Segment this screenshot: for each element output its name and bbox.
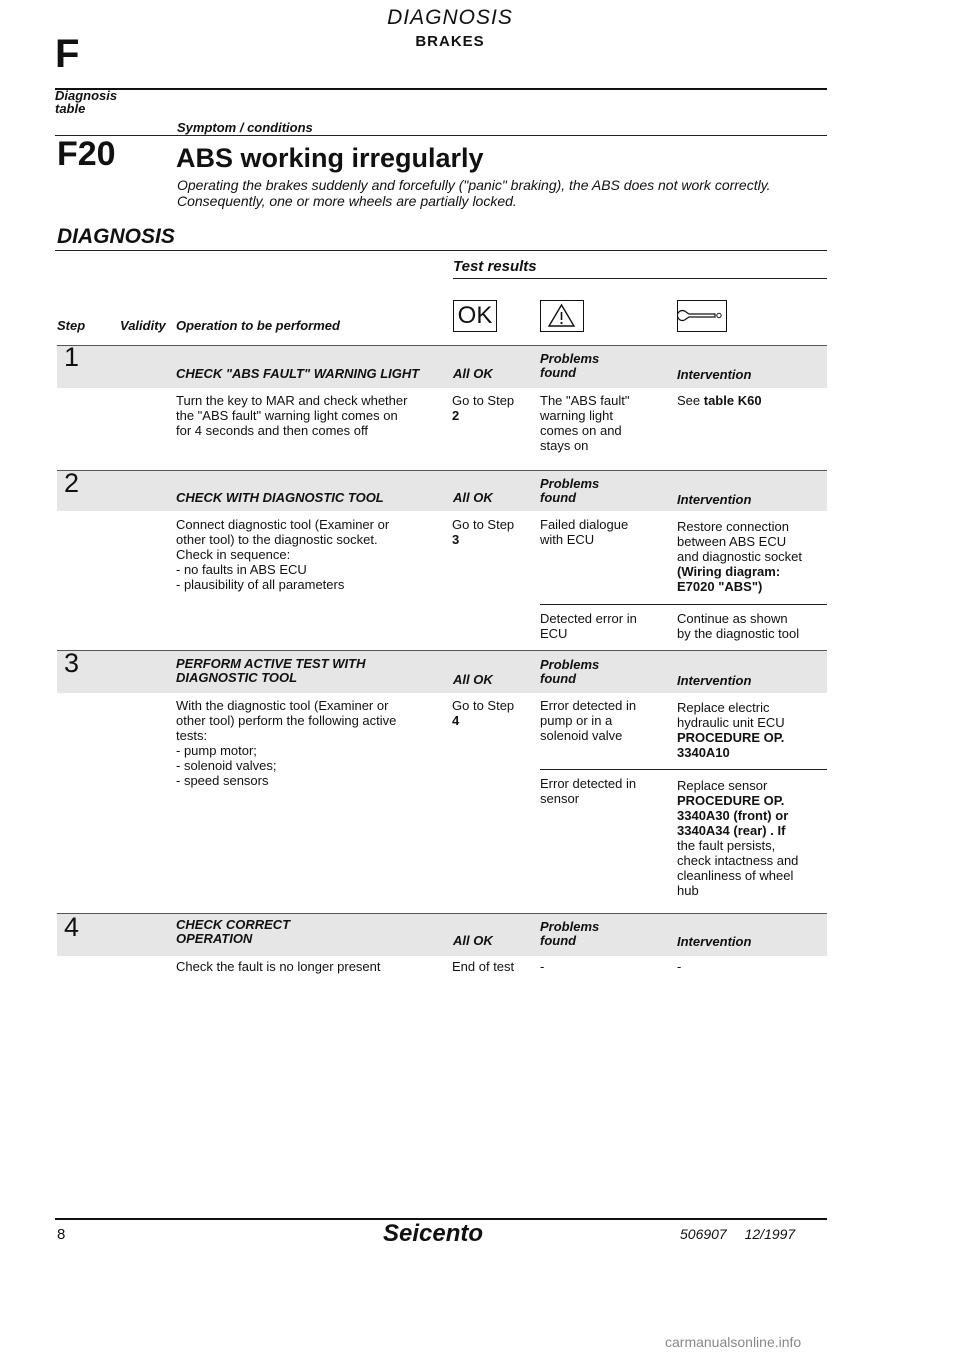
wrench-icon: [677, 300, 727, 332]
step-3-number: 3: [64, 648, 80, 678]
intervention-reference: table K60: [703, 393, 762, 408]
operation-line: the "ABS fault" warning light comes on: [176, 408, 398, 423]
document-code: [680, 1226, 795, 1242]
step-4-number: 4: [64, 912, 80, 942]
intervention-line: PROCEDURE OP.: [677, 793, 785, 808]
step-3-problem-divider: [540, 769, 827, 770]
intervention-line: the fault persists,: [677, 838, 776, 853]
step-2-problem-2-found: [540, 611, 637, 641]
intervention-line: hub: [677, 883, 699, 898]
intervention-line: PROCEDURE OP.: [677, 730, 785, 745]
intervention-line: check intactness and: [677, 853, 799, 868]
ok-step-number: 2: [452, 408, 460, 423]
operation-line: - no faults in ABS ECU: [176, 562, 307, 577]
operation-line: Check the fault is no longer present: [176, 959, 381, 974]
ok-step-number: 3: [452, 532, 460, 547]
step-3-heading: [176, 657, 365, 685]
step-4-intervention-label: Intervention: [677, 934, 752, 949]
operation-line: for 4 seconds and then comes off: [176, 423, 368, 438]
test-results-rule: [453, 278, 827, 279]
ok-icon-label: OK: [457, 302, 493, 329]
step-4-operation: [176, 959, 381, 974]
diagnosis-table-label: [55, 89, 117, 115]
diagnosis-table-label-line2: table: [55, 101, 86, 116]
problems-line2: found: [540, 365, 577, 380]
problem-line: Error detected in: [540, 776, 637, 791]
ok-icon: [453, 300, 497, 332]
operation-line: other tool) perform the following active: [176, 713, 397, 728]
intervention-line: Restore connection: [677, 519, 790, 534]
problem-line: with ECU: [540, 532, 595, 547]
heading-line: DIAGNOSTIC TOOL: [176, 670, 298, 685]
step-1-all-ok-label: All OK: [453, 366, 493, 381]
test-results-heading: Test results: [453, 258, 537, 275]
doc-code: 506907: [680, 1226, 727, 1242]
column-validity: Validity: [120, 318, 166, 333]
operation-line: Check in sequence:: [176, 547, 291, 562]
intervention-line: Replace sensor: [677, 778, 768, 793]
problems-line1: Problems: [540, 351, 600, 366]
intervention-line: Continue as shown: [677, 611, 788, 626]
header-rule: [55, 88, 827, 90]
step-3-operation: [176, 698, 396, 788]
diagnosis-heading: DIAGNOSIS: [57, 225, 175, 248]
ok-line: End of test: [452, 959, 515, 974]
step-2-number: 2: [64, 468, 80, 498]
step-2-ok-result: [452, 517, 514, 547]
operation-line: tests:: [176, 728, 208, 743]
problems-line1: Problems: [540, 657, 600, 672]
brand-logo: Seicento: [383, 1220, 484, 1247]
problem-line: stays on: [540, 438, 589, 453]
heading-line: PERFORM ACTIVE TEST WITH: [176, 656, 366, 671]
problems-line1: Problems: [540, 919, 600, 934]
step-2-all-ok-label: All OK: [453, 490, 493, 505]
operation-line: Turn the key to MAR and check whether: [176, 393, 408, 408]
doc-date: 12/1997: [744, 1226, 796, 1242]
section-letter: F: [55, 32, 80, 76]
step-3-problem-1-found: [540, 698, 636, 743]
operation-line: - plausibility of all parameters: [176, 577, 345, 592]
diagnosis-table-label-line1: Diagnosis: [55, 88, 118, 103]
problem-line: solenoid valve: [540, 728, 623, 743]
step-3-problem-1-intervention: [677, 700, 785, 760]
problem-line: -: [540, 959, 545, 974]
problem-line: Failed dialogue: [540, 517, 629, 532]
symptom-label: Symptom / conditions: [177, 120, 313, 135]
problems-line1: Problems: [540, 476, 600, 491]
intervention-text: See: [677, 393, 704, 408]
step-1-problem-found: [540, 393, 629, 453]
symptom-rule: [55, 135, 827, 136]
header-subtitle: BRAKES: [415, 33, 485, 50]
intervention-line: hydraulic unit ECU: [677, 715, 785, 730]
header-title: DIAGNOSIS: [387, 6, 513, 29]
intervention-line: cleanliness of wheel: [677, 868, 794, 883]
step-1-intervention: [677, 393, 762, 408]
step-2-intervention-label: Intervention: [677, 492, 752, 507]
step-3-intervention-label: Intervention: [677, 673, 752, 688]
step-1-problems-label: [540, 352, 599, 380]
problem-line: The "ABS fault": [540, 393, 630, 408]
step-1-number: 1: [64, 342, 80, 372]
ok-line: Go to Step: [452, 393, 515, 408]
page-number: 8: [57, 1226, 66, 1243]
intervention-line: -: [677, 959, 682, 974]
step-1-ok-result: [452, 393, 514, 423]
step-2-problem-2-intervention: [677, 611, 799, 641]
problems-line2: found: [540, 490, 577, 505]
intervention-line: and diagnostic socket: [677, 549, 803, 564]
step-1-operation: [176, 393, 407, 438]
step-4-intervention: [677, 959, 681, 974]
step-3-problems-label: [540, 658, 599, 686]
intervention-line: Replace electric: [677, 700, 770, 715]
problem-line: Detected error in: [540, 611, 637, 626]
intervention-line: between ABS ECU: [677, 534, 787, 549]
operation-line: Connect diagnostic tool (Examiner or: [176, 517, 390, 532]
step-2-operation: [176, 517, 389, 592]
step-4-problem-found: [540, 959, 544, 974]
step-4-all-ok-label: All OK: [453, 933, 493, 948]
ok-step-number: 4: [452, 713, 460, 728]
column-step: Step: [57, 318, 86, 333]
operation-line: With the diagnostic tool (Examiner or: [176, 698, 389, 713]
heading-line: CHECK CORRECT: [176, 917, 291, 932]
step-2-problem-divider: [540, 604, 827, 605]
operation-line: - pump motor;: [176, 743, 257, 758]
intervention-line: (Wiring diagram:: [677, 564, 781, 579]
heading-line: OPERATION: [176, 931, 253, 946]
step-3-all-ok-label: All OK: [453, 672, 493, 687]
problem-line: pump or in a: [540, 713, 613, 728]
step-4-problems-label: [540, 920, 599, 948]
step-4-ok-result: [452, 959, 514, 974]
step-3-problem-2-found: [540, 776, 636, 806]
step-4-heading: [176, 918, 290, 946]
table-code: F20: [57, 135, 116, 173]
intervention-line: 3340A30 (front) or: [677, 808, 789, 823]
step-2-problem-1-intervention: [677, 519, 802, 594]
ok-line: Go to Step: [452, 517, 515, 532]
symptom-description: Operating the brakes suddenly and forcefully ("panic" braking), the ABS does not work correctly. Consequently, one or more wheels are partially locked.: [177, 177, 771, 209]
ok-line: Go to Step: [452, 698, 515, 713]
operation-line: - solenoid valves;: [176, 758, 277, 773]
column-operation: Operation to be performed: [176, 318, 340, 333]
step-2-heading: CHECK WITH DIAGNOSTIC TOOL: [176, 490, 384, 505]
operation-line: other tool) to the diagnostic socket.: [176, 532, 378, 547]
watermark: carmanualsonline.info: [665, 1334, 802, 1350]
step-2-problem-1-found: [540, 517, 628, 547]
intervention-line: 3340A10: [677, 745, 730, 760]
diagnosis-rule: [55, 250, 827, 251]
problem-line: ECU: [540, 626, 568, 641]
operation-line: - speed sensors: [176, 773, 269, 788]
step-1-intervention-label: Intervention: [677, 367, 752, 382]
problem-line: comes on and: [540, 423, 622, 438]
problems-line2: found: [540, 933, 577, 948]
warning-triangle-icon: [540, 300, 584, 332]
intervention-line: by the diagnostic tool: [677, 626, 800, 641]
step-1-heading: CHECK "ABS FAULT" WARNING LIGHT: [176, 366, 420, 381]
step-2-problems-label: [540, 477, 599, 505]
intervention-line: 3340A34 (rear) . If: [677, 823, 786, 838]
problem-line: sensor: [540, 791, 580, 806]
step-3-ok-result: [452, 698, 514, 728]
page-title: ABS working irregularly: [176, 143, 484, 173]
intervention-line: E7020 "ABS"): [677, 579, 763, 594]
problem-line: Error detected in: [540, 698, 637, 713]
problem-line: warning light: [540, 408, 613, 423]
problems-line2: found: [540, 671, 577, 686]
step-3-problem-2-intervention: [677, 778, 798, 898]
